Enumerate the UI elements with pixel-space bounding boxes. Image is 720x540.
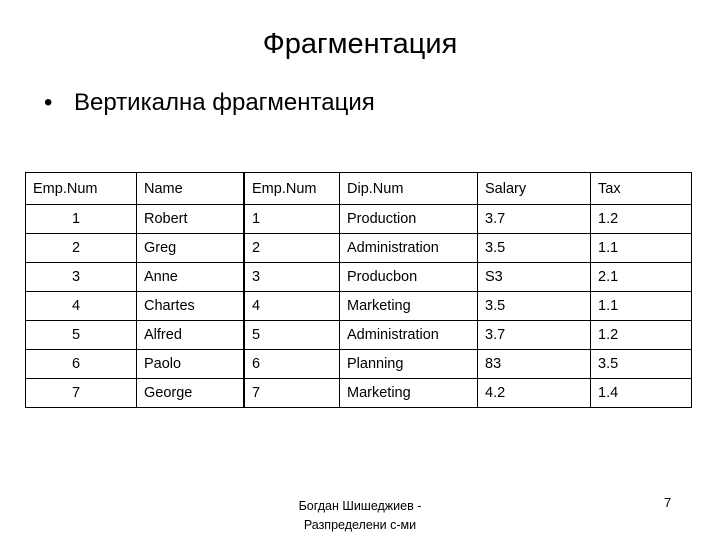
- table-row: [26, 379, 244, 408]
- column-header: Dip.Num: [340, 173, 478, 205]
- bullet-text: Вертикална фрагментация: [74, 89, 375, 116]
- table-cell: 4: [26, 292, 137, 321]
- footer-line: Разпределени с-ми: [303, 518, 417, 532]
- table-cell: 1.1: [591, 292, 692, 321]
- column-header: Emp.Num: [245, 173, 340, 205]
- slide-title: Фрагментация: [262, 28, 458, 60]
- table-header-row: [245, 173, 692, 205]
- table-cell: 6: [26, 350, 137, 379]
- table-cell: Greg: [137, 234, 244, 263]
- table-cell: 1.2: [591, 321, 692, 350]
- employee-name-table: [25, 172, 244, 408]
- table-cell: 83: [478, 350, 591, 379]
- table-cell: 1.4: [591, 379, 692, 408]
- table-cell: 4: [245, 292, 340, 321]
- table-cell: Alfred: [137, 321, 244, 350]
- employee-department-table: [244, 172, 692, 408]
- table-row: [26, 292, 244, 321]
- table-cell: 1.1: [591, 234, 692, 263]
- column-header: Name: [137, 173, 244, 205]
- table-cell: Marketing: [340, 379, 478, 408]
- table-cell: Marketing: [340, 292, 478, 321]
- table-cell: Anne: [137, 263, 244, 292]
- footer-author: [270, 497, 450, 535]
- bullet-item: [44, 86, 375, 120]
- table-cell: 2: [26, 234, 137, 263]
- table-row: [245, 234, 692, 263]
- table-cell: Chartes: [137, 292, 244, 321]
- table-cell: 2.1: [591, 263, 692, 292]
- table-cell: 6: [245, 350, 340, 379]
- table-cell: 3.5: [478, 234, 591, 263]
- table-cell: 3.7: [478, 321, 591, 350]
- table-header-row: [26, 173, 244, 205]
- table-cell: 3: [26, 263, 137, 292]
- table-cell: 3.5: [478, 292, 591, 321]
- table-row: [26, 234, 244, 263]
- footer-line: Богдан Шишеджиев -: [298, 499, 422, 513]
- table-cell: 3.7: [478, 205, 591, 234]
- column-header: Salary: [478, 173, 591, 205]
- table-cell: 3: [245, 263, 340, 292]
- table-cell: Planning: [340, 350, 478, 379]
- table-row: [245, 379, 692, 408]
- table-cell: George: [137, 379, 244, 408]
- table-row: [26, 350, 244, 379]
- table-cell: 1: [245, 205, 340, 234]
- table-cell: Administration: [340, 321, 478, 350]
- table-row: [26, 263, 244, 292]
- column-header: Tax: [591, 173, 692, 205]
- table-row: [245, 205, 692, 234]
- table-cell: 4.2: [478, 379, 591, 408]
- page-number: 7: [664, 495, 672, 510]
- table-cell: 5: [245, 321, 340, 350]
- table-cell: S3: [478, 263, 591, 292]
- bullet-symbol: •: [44, 89, 53, 116]
- table-cell: Producbon: [340, 263, 478, 292]
- table-cell: 7: [26, 379, 137, 408]
- column-header: Emp.Num: [26, 173, 137, 205]
- table-row: [26, 205, 244, 234]
- table-row: [245, 321, 692, 350]
- table-cell: 2: [245, 234, 340, 263]
- table-cell: Production: [340, 205, 478, 234]
- table-cell: 1: [26, 205, 137, 234]
- table-row: [245, 292, 692, 321]
- table-row: [245, 263, 692, 292]
- table-cell: 7: [245, 379, 340, 408]
- table-cell: Paolo: [137, 350, 244, 379]
- table-row: [26, 321, 244, 350]
- table-cell: 5: [26, 321, 137, 350]
- table-cell: Administration: [340, 234, 478, 263]
- table-cell: 1.2: [591, 205, 692, 234]
- table-cell: 3.5: [591, 350, 692, 379]
- table-cell: Robert: [137, 205, 244, 234]
- table-row: [245, 350, 692, 379]
